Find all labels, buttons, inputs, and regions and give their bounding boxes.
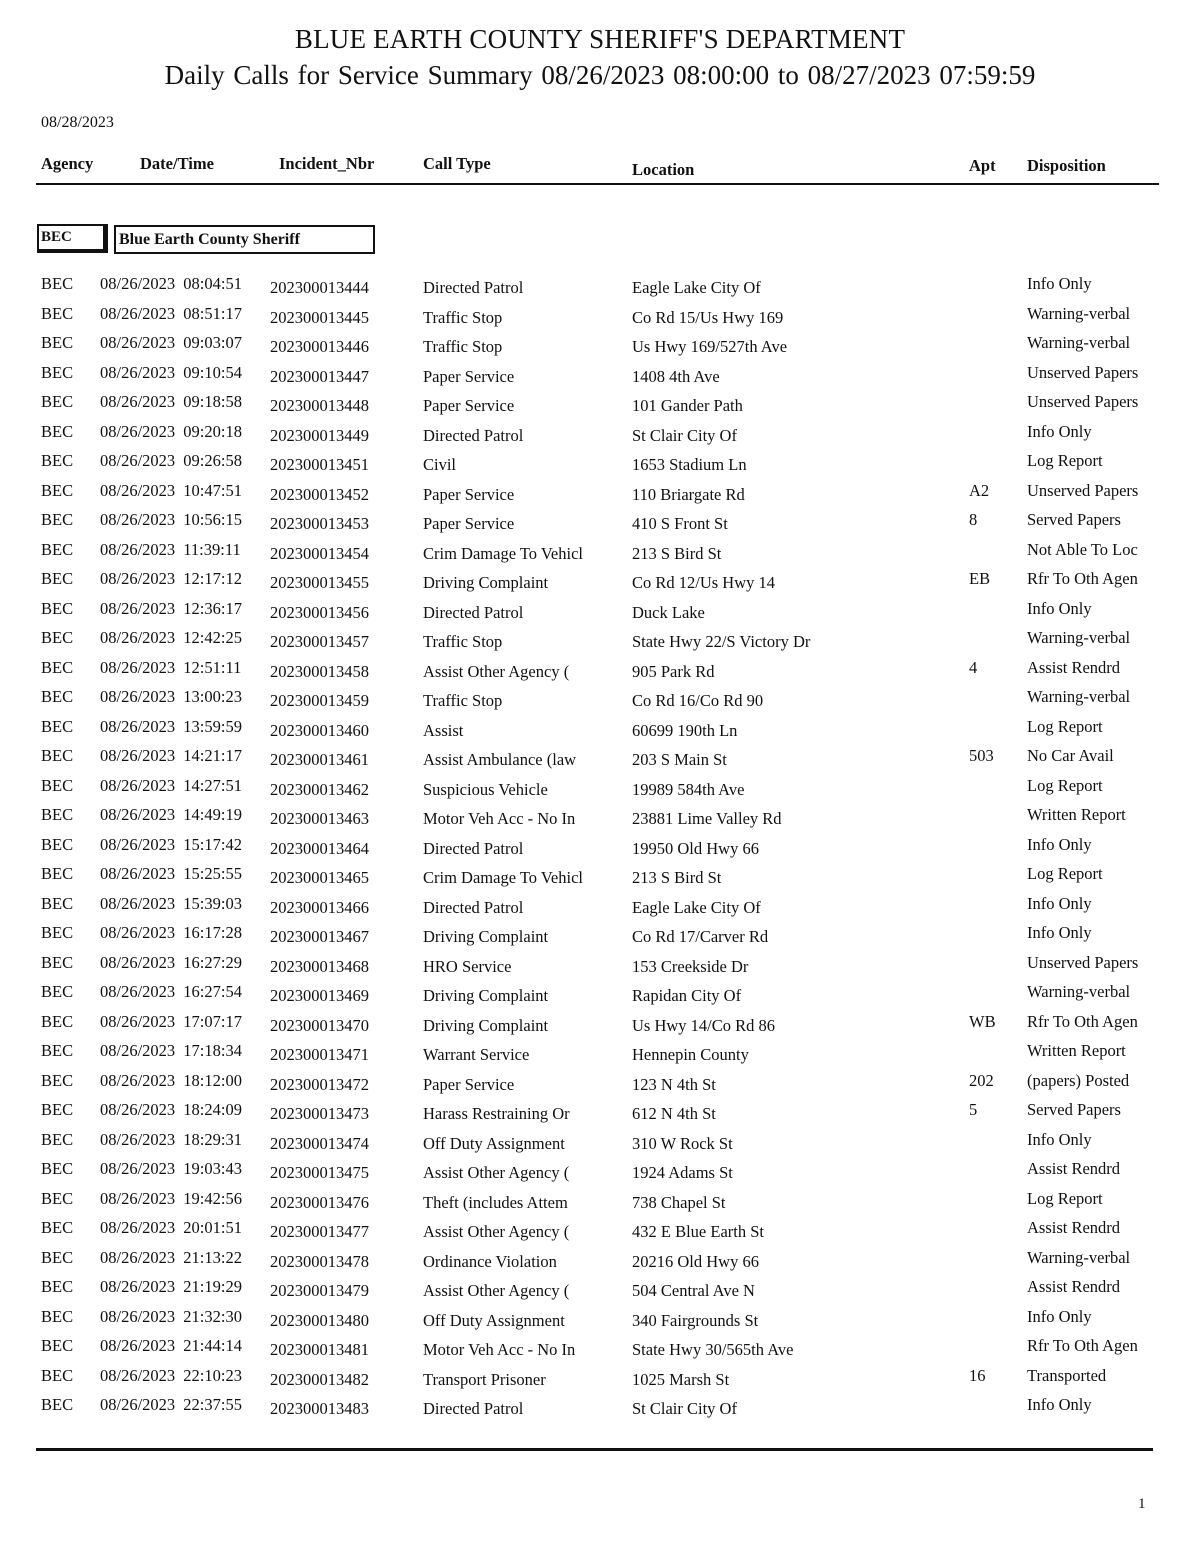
disposition-cell: Assist Rendrd bbox=[1027, 1218, 1121, 1237]
table-row bbox=[0, 1395, 1200, 1425]
location-cell: Duck Lake bbox=[632, 602, 705, 622]
incident-number-cell: 202300013476 bbox=[270, 1192, 369, 1212]
call-type-cell: Assist Other Agency ( bbox=[423, 1163, 570, 1182]
location-cell: Co Rd 12/Us Hwy 14 bbox=[632, 573, 776, 592]
disposition-cell: Served Papers bbox=[1027, 510, 1121, 529]
location-cell: 213 S Bird St bbox=[632, 868, 722, 887]
agency-cell: BEC bbox=[41, 834, 74, 854]
datetime-cell: 08/26/2023 22:10:23 bbox=[100, 1365, 242, 1385]
agency-cell: BEC bbox=[41, 1336, 74, 1355]
apt-cell: WB bbox=[969, 1011, 996, 1031]
table-row bbox=[0, 894, 1200, 924]
datetime-cell: 08/26/2023 20:01:51 bbox=[100, 1218, 242, 1237]
incident-number-cell: 202300013478 bbox=[270, 1251, 369, 1271]
call-type-cell: Driving Complaint bbox=[423, 986, 549, 1005]
location-cell: 340 Fairgrounds St bbox=[632, 1310, 759, 1330]
table-row bbox=[0, 304, 1200, 334]
apt-cell: 8 bbox=[969, 510, 978, 529]
column-header-datetime: Date/Time bbox=[140, 154, 214, 173]
incident-number-cell: 202300013449 bbox=[270, 425, 369, 445]
agency-cell: BEC bbox=[41, 451, 74, 470]
disposition-cell: No Car Avail bbox=[1027, 746, 1114, 765]
datetime-cell: 08/26/2023 21:32:30 bbox=[100, 1306, 242, 1326]
table-row bbox=[0, 1218, 1200, 1248]
column-header-incident: Incident_Nbr bbox=[279, 154, 375, 173]
agency-cell: BEC bbox=[41, 1306, 74, 1326]
table-row bbox=[0, 1041, 1200, 1071]
incident-number-cell: 202300013469 bbox=[270, 986, 369, 1005]
incident-number-cell: 202300013452 bbox=[270, 484, 369, 504]
incident-number-cell: 202300013468 bbox=[270, 956, 369, 976]
calls-table bbox=[0, 274, 1200, 1425]
location-cell: St Clair City Of bbox=[632, 425, 737, 445]
call-type-cell: HRO Service bbox=[423, 956, 512, 976]
call-type-cell: Assist Other Agency ( bbox=[423, 1281, 570, 1300]
datetime-cell: 08/26/2023 12:17:12 bbox=[100, 569, 242, 588]
disposition-cell: Unserved Papers bbox=[1027, 952, 1139, 972]
call-type-cell: Driving Complaint bbox=[423, 1015, 549, 1035]
location-cell: 20216 Old Hwy 66 bbox=[632, 1251, 759, 1271]
call-type-cell: Traffic Stop bbox=[423, 307, 503, 327]
disposition-cell: Assist Rendrd bbox=[1027, 1277, 1121, 1296]
location-cell: 213 S Bird St bbox=[632, 543, 722, 563]
incident-number-cell: 202300013461 bbox=[270, 750, 369, 769]
disposition-cell: Rfr To Oth Agen bbox=[1027, 1011, 1138, 1031]
call-type-cell: Transport Prisoner bbox=[423, 1369, 546, 1389]
location-cell: Eagle Lake City Of bbox=[632, 897, 761, 917]
incident-number-cell: 202300013455 bbox=[270, 573, 369, 592]
location-cell: 153 Creekside Dr bbox=[632, 956, 749, 976]
datetime-cell: 08/26/2023 16:27:54 bbox=[100, 982, 242, 1001]
location-cell: 23881 Lime Valley Rd bbox=[632, 809, 782, 828]
table-row bbox=[0, 1012, 1200, 1042]
agency-cell: BEC bbox=[41, 628, 74, 647]
table-row bbox=[0, 864, 1200, 894]
agency-cell: BEC bbox=[41, 805, 74, 824]
datetime-cell: 08/26/2023 15:17:42 bbox=[100, 834, 242, 854]
incident-number-cell: 202300013462 bbox=[270, 779, 369, 799]
incident-number-cell: 202300013467 bbox=[270, 927, 369, 946]
incident-number-cell: 202300013479 bbox=[270, 1281, 369, 1300]
table-row bbox=[0, 392, 1200, 422]
disposition-cell: Info Only bbox=[1027, 1129, 1092, 1149]
location-cell: 905 Park Rd bbox=[632, 661, 715, 681]
incident-number-cell: 202300013463 bbox=[270, 809, 369, 828]
datetime-cell: 08/26/2023 18:29:31 bbox=[100, 1129, 242, 1149]
apt-cell: 4 bbox=[969, 657, 978, 677]
incident-number-cell: 202300013458 bbox=[270, 661, 369, 681]
call-type-cell: Off Duty Assignment bbox=[423, 1133, 565, 1153]
location-cell: 310 W Rock St bbox=[632, 1133, 733, 1153]
location-cell: Co Rd 15/Us Hwy 169 bbox=[632, 307, 784, 327]
datetime-cell: 08/26/2023 22:37:55 bbox=[100, 1395, 242, 1414]
agency-cell: BEC bbox=[41, 657, 74, 677]
datetime-cell: 08/26/2023 10:56:15 bbox=[100, 510, 242, 529]
table-row bbox=[0, 1071, 1200, 1101]
incident-number-cell: 202300013454 bbox=[270, 543, 369, 563]
datetime-cell: 08/26/2023 19:03:43 bbox=[100, 1159, 242, 1178]
incident-number-cell: 202300013459 bbox=[270, 691, 369, 710]
disposition-cell: Info Only bbox=[1027, 834, 1092, 854]
table-row bbox=[0, 953, 1200, 983]
incident-number-cell: 202300013446 bbox=[270, 337, 369, 356]
apt-cell: EB bbox=[969, 569, 991, 588]
incident-number-cell: 202300013466 bbox=[270, 897, 369, 917]
agency-cell: BEC bbox=[41, 746, 74, 765]
table-row bbox=[0, 1130, 1200, 1160]
agency-cell: BEC bbox=[41, 1070, 74, 1090]
incident-number-cell: 202300013473 bbox=[270, 1104, 369, 1123]
table-row bbox=[0, 422, 1200, 452]
disposition-cell: Served Papers bbox=[1027, 1100, 1121, 1119]
table-row bbox=[0, 1189, 1200, 1219]
call-type-cell: Directed Patrol bbox=[423, 602, 524, 622]
agency-cell: BEC bbox=[41, 333, 74, 352]
call-type-cell: Warrant Service bbox=[423, 1045, 530, 1064]
column-header-disposition: Disposition bbox=[1027, 156, 1106, 175]
datetime-cell: 08/26/2023 10:47:51 bbox=[100, 480, 242, 500]
agency-cell: BEC bbox=[41, 864, 74, 883]
location-cell: Us Hwy 169/527th Ave bbox=[632, 337, 788, 356]
location-cell: State Hwy 30/565th Ave bbox=[632, 1340, 794, 1359]
agency-cell: BEC bbox=[41, 1277, 74, 1296]
incident-number-cell: 202300013474 bbox=[270, 1133, 369, 1153]
call-type-cell: Traffic Stop bbox=[423, 691, 503, 710]
incident-number-cell: 202300013451 bbox=[270, 455, 369, 474]
apt-cell: 503 bbox=[969, 746, 994, 765]
datetime-cell: 08/26/2023 16:27:29 bbox=[100, 952, 242, 972]
agency-cell: BEC bbox=[41, 598, 74, 618]
call-type-cell: Harass Restraining Or bbox=[423, 1104, 570, 1123]
agency-cell: BEC bbox=[41, 923, 74, 942]
agency-cell: BEC bbox=[41, 274, 74, 293]
incident-number-cell: 202300013481 bbox=[270, 1340, 369, 1359]
disposition-cell: Unserved Papers bbox=[1027, 362, 1139, 382]
call-type-cell: Civil bbox=[423, 455, 457, 474]
call-type-cell: Suspicious Vehicle bbox=[423, 779, 548, 799]
table-row bbox=[0, 451, 1200, 481]
header-rule bbox=[36, 183, 1159, 185]
agency-cell: BEC bbox=[41, 687, 74, 706]
call-type-cell: Paper Service bbox=[423, 484, 515, 504]
location-cell: 432 E Blue Earth St bbox=[632, 1222, 764, 1241]
agency-cell: BEC bbox=[41, 1011, 74, 1031]
incident-number-cell: 202300013453 bbox=[270, 514, 369, 533]
disposition-cell: Log Report bbox=[1027, 864, 1103, 883]
datetime-cell: 08/26/2023 21:19:29 bbox=[100, 1277, 242, 1296]
location-cell: 1924 Adams St bbox=[632, 1163, 733, 1182]
call-type-cell: Assist bbox=[423, 720, 464, 740]
datetime-cell: 08/26/2023 09:10:54 bbox=[100, 362, 242, 382]
incident-number-cell: 202300013472 bbox=[270, 1074, 369, 1094]
agency-cell: BEC bbox=[41, 421, 74, 441]
call-type-cell: Paper Service bbox=[423, 514, 515, 533]
incident-number-cell: 202300013457 bbox=[270, 632, 369, 651]
agency-cell: BEC bbox=[41, 952, 74, 972]
page-number: 1 bbox=[1138, 1496, 1146, 1512]
call-type-cell: Off Duty Assignment bbox=[423, 1310, 565, 1330]
column-header-apt: Apt bbox=[969, 156, 996, 175]
incident-number-cell: 202300013464 bbox=[270, 838, 369, 858]
table-row bbox=[0, 982, 1200, 1012]
column-header-location: Location bbox=[632, 160, 695, 179]
call-type-cell: Motor Veh Acc - No In bbox=[423, 1340, 576, 1359]
agency-cell: BEC bbox=[41, 775, 74, 795]
disposition-cell: Warning-verbal bbox=[1027, 333, 1131, 352]
agency-cell: BEC bbox=[41, 1129, 74, 1149]
agency-cell: BEC bbox=[41, 392, 74, 411]
datetime-cell: 08/26/2023 09:20:18 bbox=[100, 421, 242, 441]
column-header-call-type: Call Type bbox=[423, 154, 491, 173]
call-type-cell: Ordinance Violation bbox=[423, 1251, 557, 1271]
agency-cell: BEC bbox=[41, 510, 74, 529]
table-row bbox=[0, 274, 1200, 304]
call-type-cell: Paper Service bbox=[423, 396, 515, 415]
datetime-cell: 08/26/2023 19:42:56 bbox=[100, 1188, 242, 1208]
disposition-cell: Rfr To Oth Agen bbox=[1027, 1336, 1138, 1355]
datetime-cell: 08/26/2023 16:17:28 bbox=[100, 923, 242, 942]
table-row bbox=[0, 569, 1200, 599]
call-type-cell: Theft (includes Attem bbox=[423, 1192, 568, 1212]
datetime-cell: 08/26/2023 15:39:03 bbox=[100, 893, 242, 913]
call-type-cell: Driving Complaint bbox=[423, 573, 549, 592]
incident-number-cell: 202300013475 bbox=[270, 1163, 369, 1182]
footer-rule bbox=[36, 1448, 1153, 1451]
agency-cell: BEC bbox=[41, 1218, 74, 1237]
location-cell: Hennepin County bbox=[632, 1045, 749, 1064]
disposition-cell: Unserved Papers bbox=[1027, 480, 1139, 500]
datetime-cell: 08/26/2023 15:25:55 bbox=[100, 864, 242, 883]
agency-cell: BEC bbox=[41, 1041, 74, 1060]
table-row bbox=[0, 1336, 1200, 1366]
disposition-cell: Warning-verbal bbox=[1027, 982, 1131, 1001]
location-cell: Eagle Lake City Of bbox=[632, 278, 761, 297]
disposition-cell: Log Report bbox=[1027, 716, 1103, 736]
call-type-cell: Assist Ambulance (law bbox=[423, 750, 577, 769]
agency-cell: BEC bbox=[41, 303, 74, 323]
disposition-cell: Written Report bbox=[1027, 805, 1126, 824]
disposition-cell: Info Only bbox=[1027, 274, 1092, 293]
disposition-cell: Written Report bbox=[1027, 1041, 1126, 1060]
disposition-cell: Unserved Papers bbox=[1027, 392, 1139, 411]
agency-code-box: BEC bbox=[37, 224, 108, 253]
agency-cell: BEC bbox=[41, 1247, 74, 1267]
table-row bbox=[0, 510, 1200, 540]
table-row bbox=[0, 1100, 1200, 1130]
table-row bbox=[0, 481, 1200, 511]
call-type-cell: Assist Other Agency ( bbox=[423, 1222, 570, 1241]
datetime-cell: 08/26/2023 21:13:22 bbox=[100, 1247, 242, 1267]
datetime-cell: 08/26/2023 09:26:58 bbox=[100, 451, 242, 470]
table-row bbox=[0, 658, 1200, 688]
disposition-cell: Info Only bbox=[1027, 598, 1092, 618]
datetime-cell: 08/26/2023 12:51:11 bbox=[100, 657, 242, 677]
disposition-cell: Log Report bbox=[1027, 775, 1103, 795]
location-cell: Rapidan City Of bbox=[632, 986, 742, 1005]
disposition-cell: Info Only bbox=[1027, 1306, 1092, 1326]
datetime-cell: 08/26/2023 14:27:51 bbox=[100, 775, 242, 795]
location-cell: 1025 Marsh St bbox=[632, 1369, 730, 1389]
call-type-cell: Directed Patrol bbox=[423, 1399, 524, 1418]
disposition-cell: Assist Rendrd bbox=[1027, 1159, 1121, 1178]
table-row bbox=[0, 717, 1200, 747]
location-cell: 410 S Front St bbox=[632, 514, 728, 533]
incident-number-cell: 202300013444 bbox=[270, 278, 369, 297]
table-row bbox=[0, 1366, 1200, 1396]
table-row bbox=[0, 1277, 1200, 1307]
incident-number-cell: 202300013477 bbox=[270, 1222, 369, 1241]
datetime-cell: 08/26/2023 12:36:17 bbox=[100, 598, 242, 618]
call-type-cell: Assist Other Agency ( bbox=[423, 661, 570, 681]
agency-cell: BEC bbox=[41, 1188, 74, 1208]
table-row bbox=[0, 746, 1200, 776]
location-cell: 123 N 4th St bbox=[632, 1074, 716, 1094]
agency-cell: BEC bbox=[41, 1395, 74, 1414]
datetime-cell: 08/26/2023 12:42:25 bbox=[100, 628, 242, 647]
datetime-cell: 08/26/2023 14:21:17 bbox=[100, 746, 242, 765]
disposition-cell: Log Report bbox=[1027, 451, 1103, 470]
column-header-agency: Agency bbox=[41, 154, 94, 173]
apt-cell: 5 bbox=[969, 1100, 978, 1119]
datetime-cell: 08/26/2023 08:04:51 bbox=[100, 274, 242, 293]
table-row bbox=[0, 599, 1200, 629]
agency-cell: BEC bbox=[41, 1159, 74, 1178]
table-row bbox=[0, 1248, 1200, 1278]
datetime-cell: 08/26/2023 18:12:00 bbox=[100, 1070, 242, 1090]
agency-cell: BEC bbox=[41, 982, 74, 1001]
disposition-cell: Warning-verbal bbox=[1027, 628, 1131, 647]
call-type-cell: Paper Service bbox=[423, 366, 515, 386]
call-type-cell: Traffic Stop bbox=[423, 337, 503, 356]
location-cell: 203 S Main St bbox=[632, 750, 727, 769]
incident-number-cell: 202300013448 bbox=[270, 396, 369, 415]
location-cell: 60699 190th Ln bbox=[632, 720, 738, 740]
incident-number-cell: 202300013480 bbox=[270, 1310, 369, 1330]
disposition-cell: Warning-verbal bbox=[1027, 303, 1131, 323]
agency-cell: BEC bbox=[41, 1100, 74, 1119]
location-cell: Us Hwy 14/Co Rd 86 bbox=[632, 1015, 776, 1035]
call-type-cell: Traffic Stop bbox=[423, 632, 503, 651]
disposition-cell: Transported bbox=[1027, 1365, 1107, 1385]
disposition-cell: (papers) Posted bbox=[1027, 1070, 1130, 1090]
call-type-cell: Driving Complaint bbox=[423, 927, 549, 946]
call-type-cell: Motor Veh Acc - No In bbox=[423, 809, 576, 828]
disposition-cell: Warning-verbal bbox=[1027, 1247, 1131, 1267]
table-row bbox=[0, 1159, 1200, 1189]
datetime-cell: 08/26/2023 21:44:14 bbox=[100, 1336, 242, 1355]
agency-cell: BEC bbox=[41, 362, 74, 382]
datetime-cell: 08/26/2023 17:18:34 bbox=[100, 1041, 242, 1060]
call-type-cell: Directed Patrol bbox=[423, 425, 524, 445]
call-type-cell: Crim Damage To Vehicl bbox=[423, 543, 583, 563]
datetime-cell: 08/26/2023 09:18:58 bbox=[100, 392, 242, 411]
table-row bbox=[0, 363, 1200, 393]
agency-cell: BEC bbox=[41, 480, 74, 500]
table-row bbox=[0, 540, 1200, 570]
location-cell: 19950 Old Hwy 66 bbox=[632, 838, 759, 858]
apt-cell: 202 bbox=[969, 1070, 994, 1090]
location-cell: 110 Briargate Rd bbox=[632, 484, 745, 504]
call-type-cell: Directed Patrol bbox=[423, 897, 524, 917]
call-type-cell: Directed Patrol bbox=[423, 838, 524, 858]
location-cell: 738 Chapel St bbox=[632, 1192, 726, 1212]
agency-cell: BEC bbox=[41, 569, 74, 588]
disposition-cell: Info Only bbox=[1027, 1395, 1092, 1414]
disposition-cell: Not Able To Loc bbox=[1027, 539, 1138, 559]
incident-number-cell: 202300013482 bbox=[270, 1369, 369, 1389]
datetime-cell: 08/26/2023 18:24:09 bbox=[100, 1100, 242, 1119]
disposition-cell: Info Only bbox=[1027, 923, 1092, 942]
location-cell: St Clair City Of bbox=[632, 1399, 737, 1418]
table-row bbox=[0, 1307, 1200, 1337]
report-subtitle: Daily Calls for Service Summary 08/26/2023 08:00:00 to 08/27/2023 07:59:59 bbox=[164, 60, 1036, 90]
call-type-cell: Paper Service bbox=[423, 1074, 515, 1094]
call-type-cell: Directed Patrol bbox=[423, 278, 524, 297]
datetime-cell: 08/26/2023 08:51:17 bbox=[100, 303, 242, 323]
disposition-cell: Info Only bbox=[1027, 421, 1092, 441]
location-cell: 612 N 4th St bbox=[632, 1104, 716, 1123]
location-cell: Co Rd 16/Co Rd 90 bbox=[632, 691, 764, 710]
disposition-cell: Assist Rendrd bbox=[1027, 657, 1121, 677]
agency-cell: BEC bbox=[41, 1365, 74, 1385]
incident-number-cell: 202300013465 bbox=[270, 868, 369, 887]
incident-number-cell: 202300013445 bbox=[270, 307, 369, 327]
incident-number-cell: 202300013447 bbox=[270, 366, 369, 386]
disposition-cell: Info Only bbox=[1027, 893, 1092, 913]
location-cell: 19989 584th Ave bbox=[632, 779, 745, 799]
datetime-cell: 08/26/2023 14:49:19 bbox=[100, 805, 242, 824]
table-row bbox=[0, 835, 1200, 865]
datetime-cell: 08/26/2023 09:03:07 bbox=[100, 333, 242, 352]
apt-cell: 16 bbox=[969, 1365, 986, 1385]
disposition-cell: Warning-verbal bbox=[1027, 687, 1131, 706]
agency-cell: BEC bbox=[41, 539, 74, 559]
datetime-cell: 08/26/2023 13:59:59 bbox=[100, 716, 242, 736]
apt-cell: A2 bbox=[969, 480, 990, 500]
disposition-cell: Rfr To Oth Agen bbox=[1027, 569, 1138, 588]
table-row bbox=[0, 687, 1200, 717]
incident-number-cell: 202300013456 bbox=[270, 602, 369, 622]
table-row bbox=[0, 776, 1200, 806]
table-row bbox=[0, 923, 1200, 953]
table-row bbox=[0, 805, 1200, 835]
location-cell: 1408 4th Ave bbox=[632, 366, 720, 386]
location-cell: Co Rd 17/Carver Rd bbox=[632, 927, 769, 946]
table-row bbox=[0, 333, 1200, 363]
incident-number-cell: 202300013470 bbox=[270, 1015, 369, 1035]
table-row bbox=[0, 628, 1200, 658]
agency-name-box: Blue Earth County Sheriff bbox=[114, 225, 375, 254]
call-type-cell: Crim Damage To Vehicl bbox=[423, 868, 583, 887]
location-cell: 101 Gander Path bbox=[632, 396, 743, 415]
incident-number-cell: 202300013471 bbox=[270, 1045, 369, 1064]
location-cell: State Hwy 22/S Victory Dr bbox=[632, 632, 811, 651]
location-cell: 1653 Stadium Ln bbox=[632, 455, 747, 474]
report-title: BLUE EARTH COUNTY SHERIFF'S DEPARTMENT bbox=[294, 24, 906, 54]
agency-cell: BEC bbox=[41, 893, 74, 913]
datetime-cell: 08/26/2023 13:00:23 bbox=[100, 687, 242, 706]
incident-number-cell: 202300013483 bbox=[270, 1399, 369, 1418]
disposition-cell: Log Report bbox=[1027, 1188, 1103, 1208]
datetime-cell: 08/26/2023 17:07:17 bbox=[100, 1011, 242, 1031]
print-date: 08/28/2023 bbox=[41, 114, 114, 131]
location-cell: 504 Central Ave N bbox=[632, 1281, 755, 1300]
agency-cell: BEC bbox=[41, 716, 74, 736]
datetime-cell: 08/26/2023 11:39:11 bbox=[100, 539, 241, 559]
incident-number-cell: 202300013460 bbox=[270, 720, 369, 740]
